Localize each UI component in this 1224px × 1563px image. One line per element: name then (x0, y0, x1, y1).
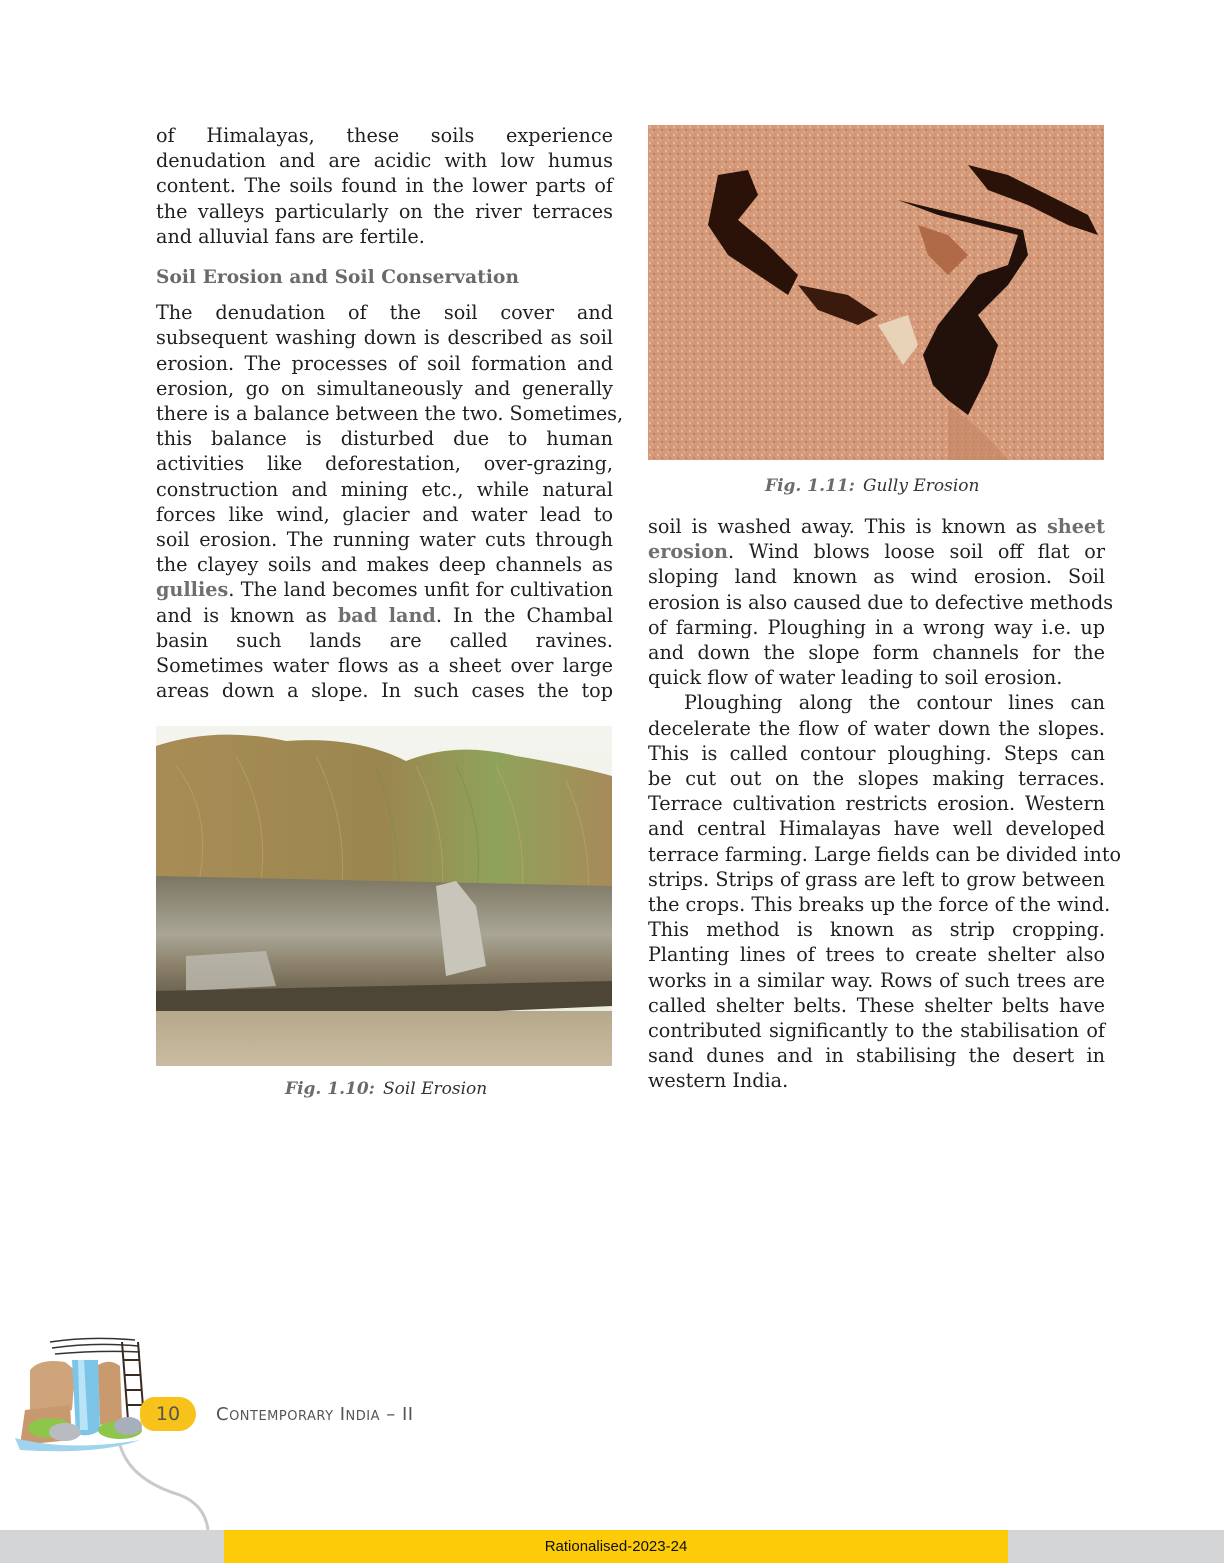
right-text-column (648, 514, 1122, 1094)
text-line: and down the slope form channels for the (648, 641, 1105, 665)
text-line: Planting lines of trees to create shelter also (648, 943, 1105, 967)
figure-caption-1-10 (285, 1079, 487, 1099)
text-line: the crops. This breaks up the force of the wind. (648, 893, 1111, 917)
text-line: sloping land known as wind erosion. Soil (648, 565, 1105, 589)
text-line: Terrace cultivation restricts erosion. Western (648, 792, 1105, 816)
soil-erosion-photo (156, 726, 612, 1066)
figure-caption-1-11 (765, 476, 979, 496)
text-line: works in a similar way. Rows of such trees are (648, 968, 1105, 992)
left-text-column (156, 123, 624, 703)
text-line: contributed significantly to the stabilisation of (648, 1019, 1105, 1043)
text-line: western India. (648, 1069, 789, 1093)
intro-paragraph (156, 123, 613, 249)
text-line: denudation and are acidic with low humus (156, 149, 613, 173)
text-span: . The land becomes unfit for cultivation (228, 578, 613, 602)
rationalised-watermark: Rationalised-2023-24 (224, 1530, 1008, 1563)
text-line: the valleys particularly on the river terraces (156, 199, 613, 223)
text-line: Sometimes water flows as a sheet over large (156, 654, 613, 678)
keyword-gullies: gullies (156, 578, 229, 602)
text-line: of farming. Ploughing in a wrong way i.e. up (648, 615, 1105, 639)
text-line: forces like wind, glacier and water lead to (156, 502, 613, 526)
text-line: and central Himalayas have well developed (648, 817, 1105, 841)
figure-label: Fig. 1.10: (285, 1079, 375, 1099)
text-line (156, 603, 613, 628)
text-line: construction and mining etc., while natural (156, 477, 613, 501)
text-line: this balance is disturbed due to human (156, 427, 613, 451)
keyword-sheet: sheet (1046, 515, 1105, 538)
text-line: areas down a slope. In such cases the top (156, 679, 613, 703)
keyword-bad-land: bad land (337, 603, 436, 627)
sheet-erosion-paragraph (648, 514, 1114, 690)
text-span: . In the Chambal (435, 603, 613, 627)
figure-title: Soil Erosion (382, 1079, 488, 1099)
text-line (648, 514, 1105, 539)
book-title: Contemporary India – II (216, 1404, 414, 1425)
gully-erosion-photo (648, 125, 1104, 460)
keyword-erosion: erosion (648, 540, 728, 564)
text-line (156, 577, 613, 602)
text-line: soil erosion. The running water cuts through (156, 528, 613, 552)
text-line: strips. Strips of grass are left to grow between (648, 867, 1105, 891)
text-line: basin such lands are called ravines. (156, 628, 613, 652)
text-line: subsequent washing down is described as soil (156, 326, 613, 350)
text-line: content. The soils found in the lower parts of (156, 174, 613, 198)
text-line: Ploughing along the contour lines can (684, 691, 1105, 715)
text-line: called shelter belts. These shelter belts have (648, 993, 1105, 1017)
text-span: soil is washed away. This is known as (648, 515, 1047, 538)
section-heading: Soil Erosion and Soil Conservation (156, 267, 520, 289)
text-line: erosion, go on simultaneously and generally (156, 376, 613, 400)
text-line: This is called contour ploughing. Steps can (648, 741, 1105, 765)
text-line: be cut out on the slopes making terraces. (648, 767, 1105, 791)
text-line: quick flow of water leading to soil erosion. (648, 666, 1063, 690)
text-line: sand dunes and in stabilising the desert in (648, 1044, 1105, 1068)
text-line: of Himalayas, these soils experience (156, 124, 613, 147)
text-line: decelerate the flow of water down the slopes. (648, 716, 1105, 740)
text-span: . Wind blows loose soil off flat or (727, 540, 1105, 564)
text-line (648, 539, 1105, 564)
figure-title: Gully Erosion (862, 476, 980, 496)
text-line: terrace farming. Large fields can be divided into (648, 842, 1122, 866)
figure-label: Fig. 1.11: (765, 476, 855, 496)
text-line: the clayey soils and makes deep channels as (156, 553, 613, 577)
soil-erosion-paragraph (156, 300, 624, 703)
text-span: and is known as (156, 603, 338, 627)
text-line: activities like deforestation, over-grazing, (156, 452, 613, 476)
text-line: and alluvial fans are fertile. (156, 224, 425, 248)
text-line: there is a balance between the two. Sometimes, (156, 402, 624, 426)
conservation-paragraph (648, 690, 1122, 1093)
text-line: erosion. The processes of soil formation and (156, 351, 613, 375)
text-line: erosion is also caused due to defective methods (648, 590, 1114, 614)
text-line: This method is known as strip cropping. (648, 918, 1105, 942)
page-number-badge: 10 (140, 1397, 196, 1431)
text-line: The denudation of the soil cover and (156, 301, 613, 325)
